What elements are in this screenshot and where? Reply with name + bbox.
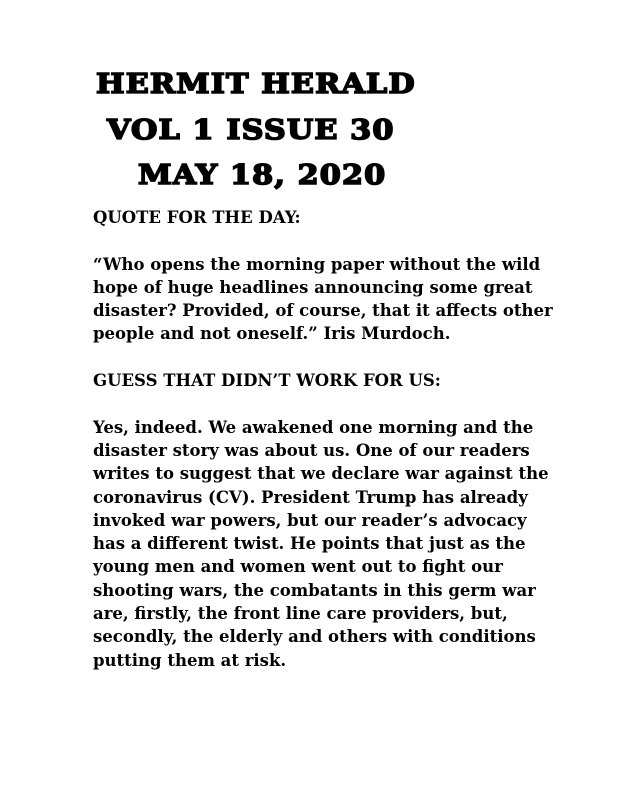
masthead-date: MAY 18, 2020 (138, 160, 387, 191)
masthead-issue: VOL 1 ISSUE 30 (107, 115, 395, 146)
masthead-title: HERMIT HERALD (96, 69, 416, 100)
article-body (93, 206, 563, 695)
quote-text: “Who opens the morning paper without the wild hope of huge headlines announcing some great disaster? Provided, of course, that it affects other people and not oneself.” Iris Murdoch. (93, 254, 553, 344)
quote-heading: QUOTE FOR THE DAY: (93, 208, 301, 227)
section-text: Yes, indeed. We awakened one morning and the disaster story was about us. One of our readers writes to suggest that we declare war against the coronavirus (CV). President Trump has already invoked war powers, but our reader’s advocacy has a different twist. He points that just as the young men and women went out to fight our shooting wars, the combatants in this germ war are, firstly, the front line care providers, but, secondly, the elderly and others with conditions putting them at risk. (93, 417, 549, 670)
section-heading: GUESS THAT DIDN’T WORK FOR US: (93, 371, 441, 391)
